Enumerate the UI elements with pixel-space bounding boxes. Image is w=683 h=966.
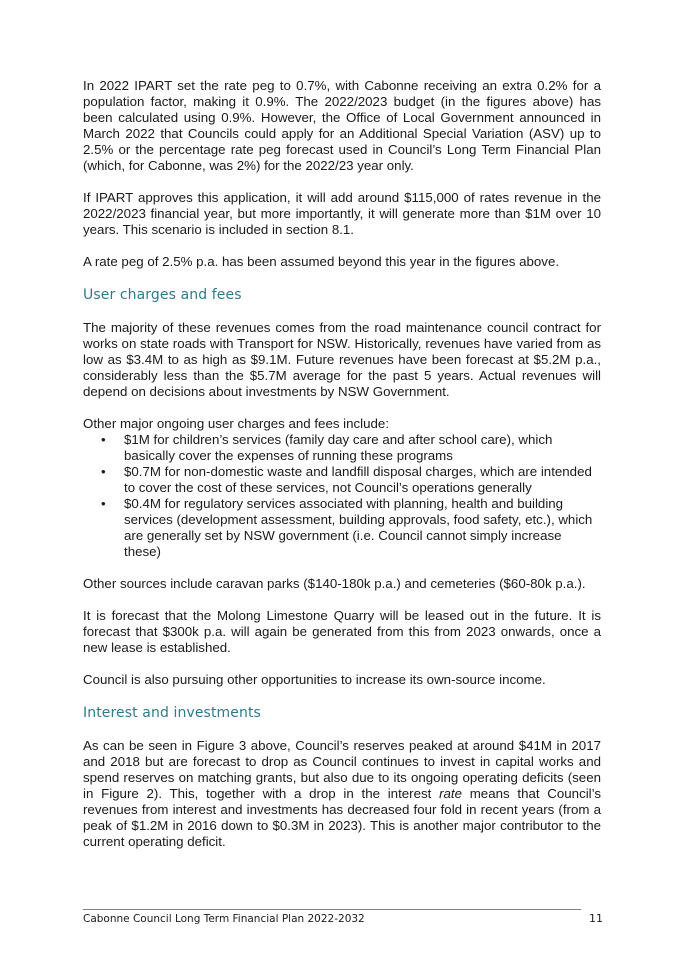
- list-item-text: $0.7M for non-domestic waste and landfill disposal charges, which are intended to cover the cost of these services, not Council’s operations generally: [124, 464, 592, 495]
- reserves-text-emphasis: rate: [439, 786, 462, 801]
- heading-interest-investments: Interest and investments: [83, 705, 261, 721]
- paragraph-rate-peg-assumption: A rate peg of 2.5% p.a. has been assumed beyond this year in the figures above.: [83, 254, 560, 269]
- paragraph-road-maintenance: The majority of these revenues comes from the road maintenance council contract for works on state roads with Transport for NSW. Historically, revenues have varied from as low as $3.4M to as high as $9.1M. Future revenues have been forecast at $5.2M p.a., considerably less than the $5.7M average for the past 5 years. Actual revenues will depend on decisions about investments by NSW Government.: [83, 320, 601, 399]
- list-item-text: $0.4M for regulatory services associated with planning, health and building services (development assessment, building approvals, food safety, etc.), which are generally set by NSW government (i.e. Council cannot simply increase these): [124, 496, 593, 559]
- heading-user-charges: User charges and fees: [83, 287, 242, 303]
- bullet-glyph: •: [101, 464, 106, 479]
- reserves-text-start: As can be seen in Figure 3 above, Council’s reserves peaked at around $41M in 2017 and 2018 but are forecast to drop as Council continues to invest in capital works and spend reserves on matching grants, but also due to its ongoing operating deficits (seen in Figure 2). This, together with a drop in the interest: [83, 738, 601, 801]
- list-item-text: $1M for children’s services (family day care and after school care), which basically cover the expenses of running these programs: [124, 432, 553, 463]
- list-item: [101, 496, 601, 560]
- page-body: [83, 78, 601, 866]
- list-item: [101, 432, 601, 464]
- footer-title: Cabonne Council Long Term Financial Plan 2022-2032: [83, 913, 365, 925]
- paragraph-rate-peg: In 2022 IPART set the rate peg to 0.7%, with Cabonne receiving an extra 0.2% for a population factor, making it 0.9%. The 2022/2023 budget (in the figures above) has been calculated using 0.9%. However, the Office of Local Government announced in March 2022 that Councils could apply for an Additional Special Variation (ASV) up to 2.5% or the percentage rate peg forecast used in Council’s Long Term Financial Plan (which, for Cabonne, was 2%) for the 2022/23 year only.: [83, 78, 601, 173]
- user-charges-list: [83, 432, 601, 560]
- reserves-text-end: means that Council’s revenues from interest and investments has decreased four fold in recent years (from a peak of $1.2M in 2016 down to $0.3M in 2023). This is another major contributor to the current operating deficit.: [83, 786, 601, 849]
- paragraph-own-source: Council is also pursuing other opportunities to increase its own-source income.: [83, 672, 546, 687]
- paragraph-list-intro: Other major ongoing user charges and fees include:: [83, 416, 390, 431]
- bullet-glyph: •: [101, 432, 106, 447]
- footer-divider: [83, 909, 581, 910]
- paragraph-reserves: [83, 738, 601, 850]
- bullet-glyph: •: [101, 496, 106, 511]
- paragraph-quarry: It is forecast that the Molong Limestone Quarry will be leased out in the future. It is forecast that $300k p.a. will again be generated from this from 2023 onwards, once a new lease is established.: [83, 608, 601, 655]
- page-number: 11: [589, 912, 603, 925]
- list-item: [101, 464, 601, 496]
- paragraph-other-sources: Other sources include caravan parks ($140-180k p.a.) and cemeteries ($60-80k p.a.).: [83, 576, 586, 591]
- paragraph-ipart-approval: If IPART approves this application, it will add around $115,000 of rates revenue in the 2022/2023 financial year, but more importantly, it will generate more than $1M over 10 years. This scenario is included in section 8.1.: [83, 190, 601, 237]
